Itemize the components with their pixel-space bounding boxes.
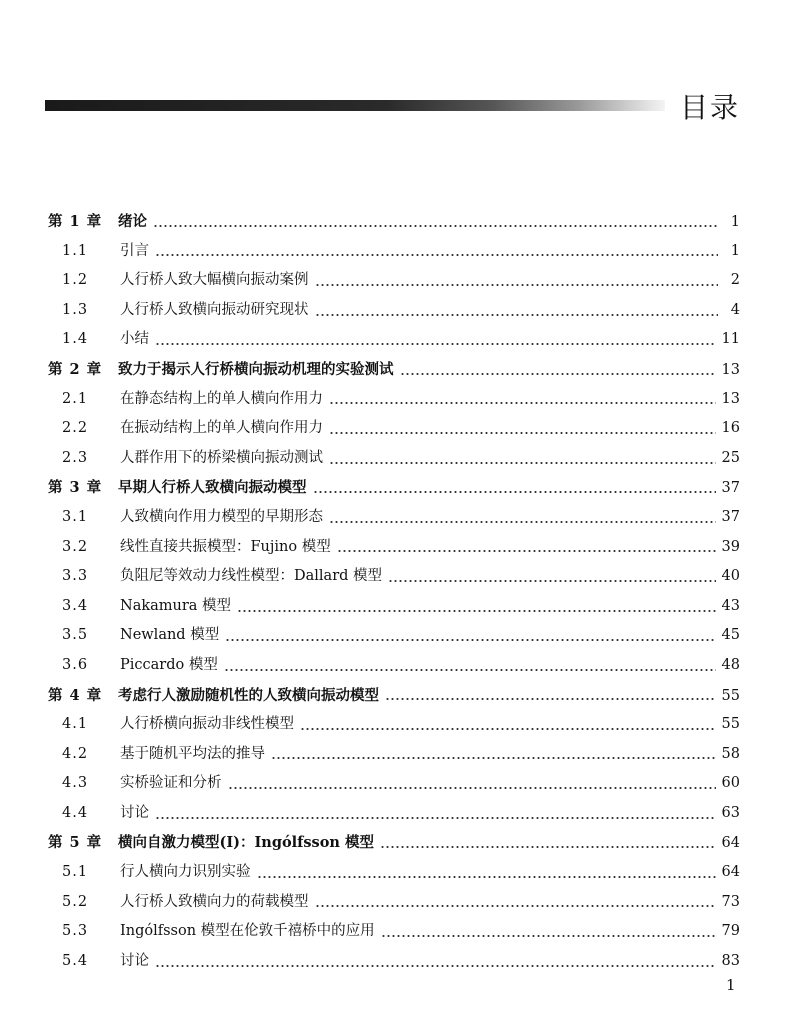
- toc-section-row[interactable]: [48, 799, 740, 829]
- dot-leader: [225, 638, 715, 642]
- toc-section-row[interactable]: [48, 237, 740, 267]
- toc-entry-number: 第 1 章: [48, 213, 103, 230]
- toc-entry-number: 5.3: [62, 923, 89, 940]
- toc-entry-title: 负阻尼等效动力线性模型：Dallard 模型: [120, 568, 383, 585]
- toc-entry-title: 小结: [120, 331, 149, 348]
- header-rule: [45, 100, 665, 111]
- toc-entry-page: 48: [721, 656, 740, 673]
- toc-entry-page: 73: [721, 893, 740, 910]
- toc-section-row[interactable]: [48, 740, 740, 770]
- toc-entry-page: 83: [721, 952, 740, 969]
- toc-entry-number: 4.3: [62, 775, 89, 792]
- dot-leader: [329, 401, 716, 405]
- toc-entry-page: 64: [721, 835, 740, 852]
- toc-entry-number: 4.2: [62, 745, 89, 762]
- toc-entry-title: 讨论: [120, 804, 149, 821]
- dot-leader: [155, 816, 716, 820]
- toc-entry-number: 第 2 章: [48, 360, 103, 378]
- toc-entry-number: 3.6: [62, 656, 89, 673]
- toc-entry-title: Piccardo 模型: [120, 656, 218, 673]
- toc-entry-title: 实桥验证和分析: [120, 775, 222, 792]
- toc-chapter-row[interactable]: [48, 681, 740, 711]
- toc-section-row[interactable]: [48, 533, 740, 563]
- toc-entry-title: 人致横向作用力模型的早期形态: [120, 508, 323, 525]
- dot-leader: [315, 313, 719, 317]
- toc-section-row[interactable]: [48, 414, 740, 444]
- toc-chapter-row[interactable]: [48, 355, 740, 385]
- toc-entry-title: 基于随机平均法的推导: [120, 745, 265, 762]
- page-title: 目录: [680, 91, 741, 124]
- toc-chapter-row[interactable]: [48, 828, 740, 858]
- toc-entry-page: 55: [721, 716, 740, 733]
- toc-entry-page: 16: [721, 420, 740, 437]
- toc-section-row[interactable]: [48, 444, 740, 474]
- toc-entry-number: 3.1: [62, 508, 89, 525]
- dot-leader: [381, 934, 716, 938]
- toc-section-row[interactable]: [48, 296, 740, 326]
- toc-section-row[interactable]: [48, 385, 740, 415]
- toc-section-row[interactable]: [48, 592, 740, 622]
- dot-leader: [315, 904, 716, 908]
- toc-entry-number: 3.2: [62, 538, 89, 555]
- toc-entry-page: 60: [721, 775, 740, 792]
- toc-entry-page: 2: [730, 272, 740, 289]
- toc-entry-number: 5.2: [62, 893, 89, 910]
- toc-entry-title: 绪论: [118, 213, 147, 230]
- toc-entry-page: 39: [721, 538, 740, 555]
- toc-entry-title: 在静态结构上的单人横向作用力: [120, 390, 323, 407]
- toc-entry-number: 2.2: [62, 420, 89, 437]
- toc-entry-page: 13: [721, 361, 740, 378]
- toc-entry-title: Newland 模型: [120, 627, 220, 644]
- toc-entry-title: 人行桥横向振动非线性模型: [120, 716, 294, 733]
- toc-entry-title: 人行桥人致横向振动研究现状: [120, 301, 309, 318]
- dot-leader: [224, 668, 716, 672]
- toc-entry-page: 43: [721, 597, 740, 614]
- toc-entry-page: 1: [730, 214, 740, 230]
- toc-entry-title: 致力于揭示人行桥横向振动机理的实验测试: [118, 360, 394, 378]
- toc-section-row[interactable]: [48, 858, 740, 888]
- toc-entry-number: 1.4: [62, 331, 89, 348]
- toc-entry-page: 37: [721, 508, 740, 525]
- dot-leader: [155, 964, 716, 968]
- dot-leader: [329, 461, 716, 465]
- toc-entry-page: 63: [721, 804, 740, 821]
- toc-section-row[interactable]: [48, 621, 740, 651]
- toc-section-row[interactable]: [48, 888, 740, 918]
- toc-entry-number: 3.5: [62, 627, 89, 644]
- dot-leader: [313, 490, 716, 494]
- dot-leader: [271, 756, 716, 760]
- dot-leader: [329, 520, 716, 524]
- toc-entry-number: 5.1: [62, 864, 89, 881]
- toc-entry-number: 4.1: [62, 716, 89, 733]
- dot-leader: [257, 875, 716, 879]
- toc-entry-number: 3.3: [62, 568, 89, 585]
- toc-entry-title: Ingólfsson 模型在伦敦千禧桥中的应用: [120, 923, 375, 940]
- toc-entry-title: 横向自激力模型(Ⅰ)：Ingólfsson 模型: [118, 834, 374, 852]
- toc-entry-number: 2.1: [62, 390, 89, 407]
- toc-entry-number: 第 5 章: [48, 834, 103, 852]
- toc-entry-page: 40: [721, 568, 740, 585]
- toc-entry-number: 4.4: [62, 804, 89, 821]
- dot-leader: [300, 727, 716, 731]
- dot-leader: [153, 224, 718, 228]
- toc-entry-title: 考虑行人激励随机性的人致横向振动模型: [118, 686, 379, 704]
- dot-leader: [155, 342, 716, 346]
- toc-entry-title: 引言: [120, 242, 149, 259]
- toc-chapter-row[interactable]: [48, 207, 740, 237]
- toc-entry-page: 55: [721, 687, 740, 704]
- toc-section-row[interactable]: [48, 503, 740, 533]
- toc-entry-title: 人行桥人致横向力的荷载模型: [120, 893, 309, 910]
- dot-leader: [388, 579, 716, 583]
- toc-section-row[interactable]: [48, 651, 740, 681]
- toc-entry-title: 行人横向力识别实验: [120, 864, 251, 881]
- toc-entry-page: 11: [721, 331, 740, 348]
- toc-entry-title: 在振动结构上的单人横向作用力: [120, 420, 323, 437]
- toc-entry-page: 58: [721, 745, 740, 762]
- toc-section-row[interactable]: [48, 325, 740, 355]
- toc-section-row[interactable]: [48, 710, 740, 740]
- toc-entry-title: Nakamura 模型: [120, 597, 232, 614]
- dot-leader: [237, 609, 716, 613]
- toc-entry-title: 人群作用下的桥梁横向振动测试: [120, 449, 323, 466]
- dot-leader: [337, 549, 716, 553]
- toc-entry-title: 线性直接共振模型：Fujino 模型: [120, 538, 331, 555]
- toc-section-row[interactable]: [48, 769, 740, 799]
- toc-entry-page: 25: [721, 449, 740, 466]
- dot-leader: [228, 786, 716, 790]
- toc-entry-page: 13: [721, 390, 740, 407]
- table-of-contents: [48, 207, 740, 976]
- toc-entry-page: 4: [730, 301, 740, 318]
- dot-leader: [315, 283, 719, 287]
- toc-entry-title: 早期人行桥人致横向振动模型: [118, 479, 307, 497]
- toc-section-row[interactable]: [48, 562, 740, 592]
- toc-entry-number: 1.3: [62, 301, 89, 318]
- toc-section-row[interactable]: [48, 947, 740, 977]
- toc-entry-number: 3.4: [62, 597, 89, 614]
- toc-entry-page: 37: [721, 480, 740, 497]
- toc-entry-page: 45: [721, 627, 740, 644]
- toc-entry-number: 第 3 章: [48, 479, 103, 497]
- toc-entry-number: 1.2: [62, 272, 89, 289]
- toc-chapter-row[interactable]: [48, 473, 740, 503]
- footer-page-number: 1: [726, 976, 736, 994]
- dot-leader: [329, 431, 716, 435]
- toc-entry-number: 5.4: [62, 952, 89, 969]
- dot-leader: [380, 845, 716, 849]
- dot-leader: [400, 372, 716, 376]
- toc-section-row[interactable]: [48, 917, 740, 947]
- toc-entry-page: 1: [730, 242, 740, 259]
- toc-entry-number: 第 4 章: [48, 686, 103, 704]
- dot-leader: [385, 697, 716, 701]
- toc-entry-page: 64: [721, 864, 740, 881]
- toc-entry-title: 讨论: [120, 952, 149, 969]
- dot-leader: [155, 253, 718, 257]
- toc-entry-number: 1.1: [62, 242, 89, 259]
- toc-entry-page: 79: [721, 923, 740, 940]
- toc-section-row[interactable]: [48, 266, 740, 296]
- toc-entry-number: 2.3: [62, 449, 89, 466]
- toc-entry-title: 人行桥人致大幅横向振动案例: [120, 272, 309, 289]
